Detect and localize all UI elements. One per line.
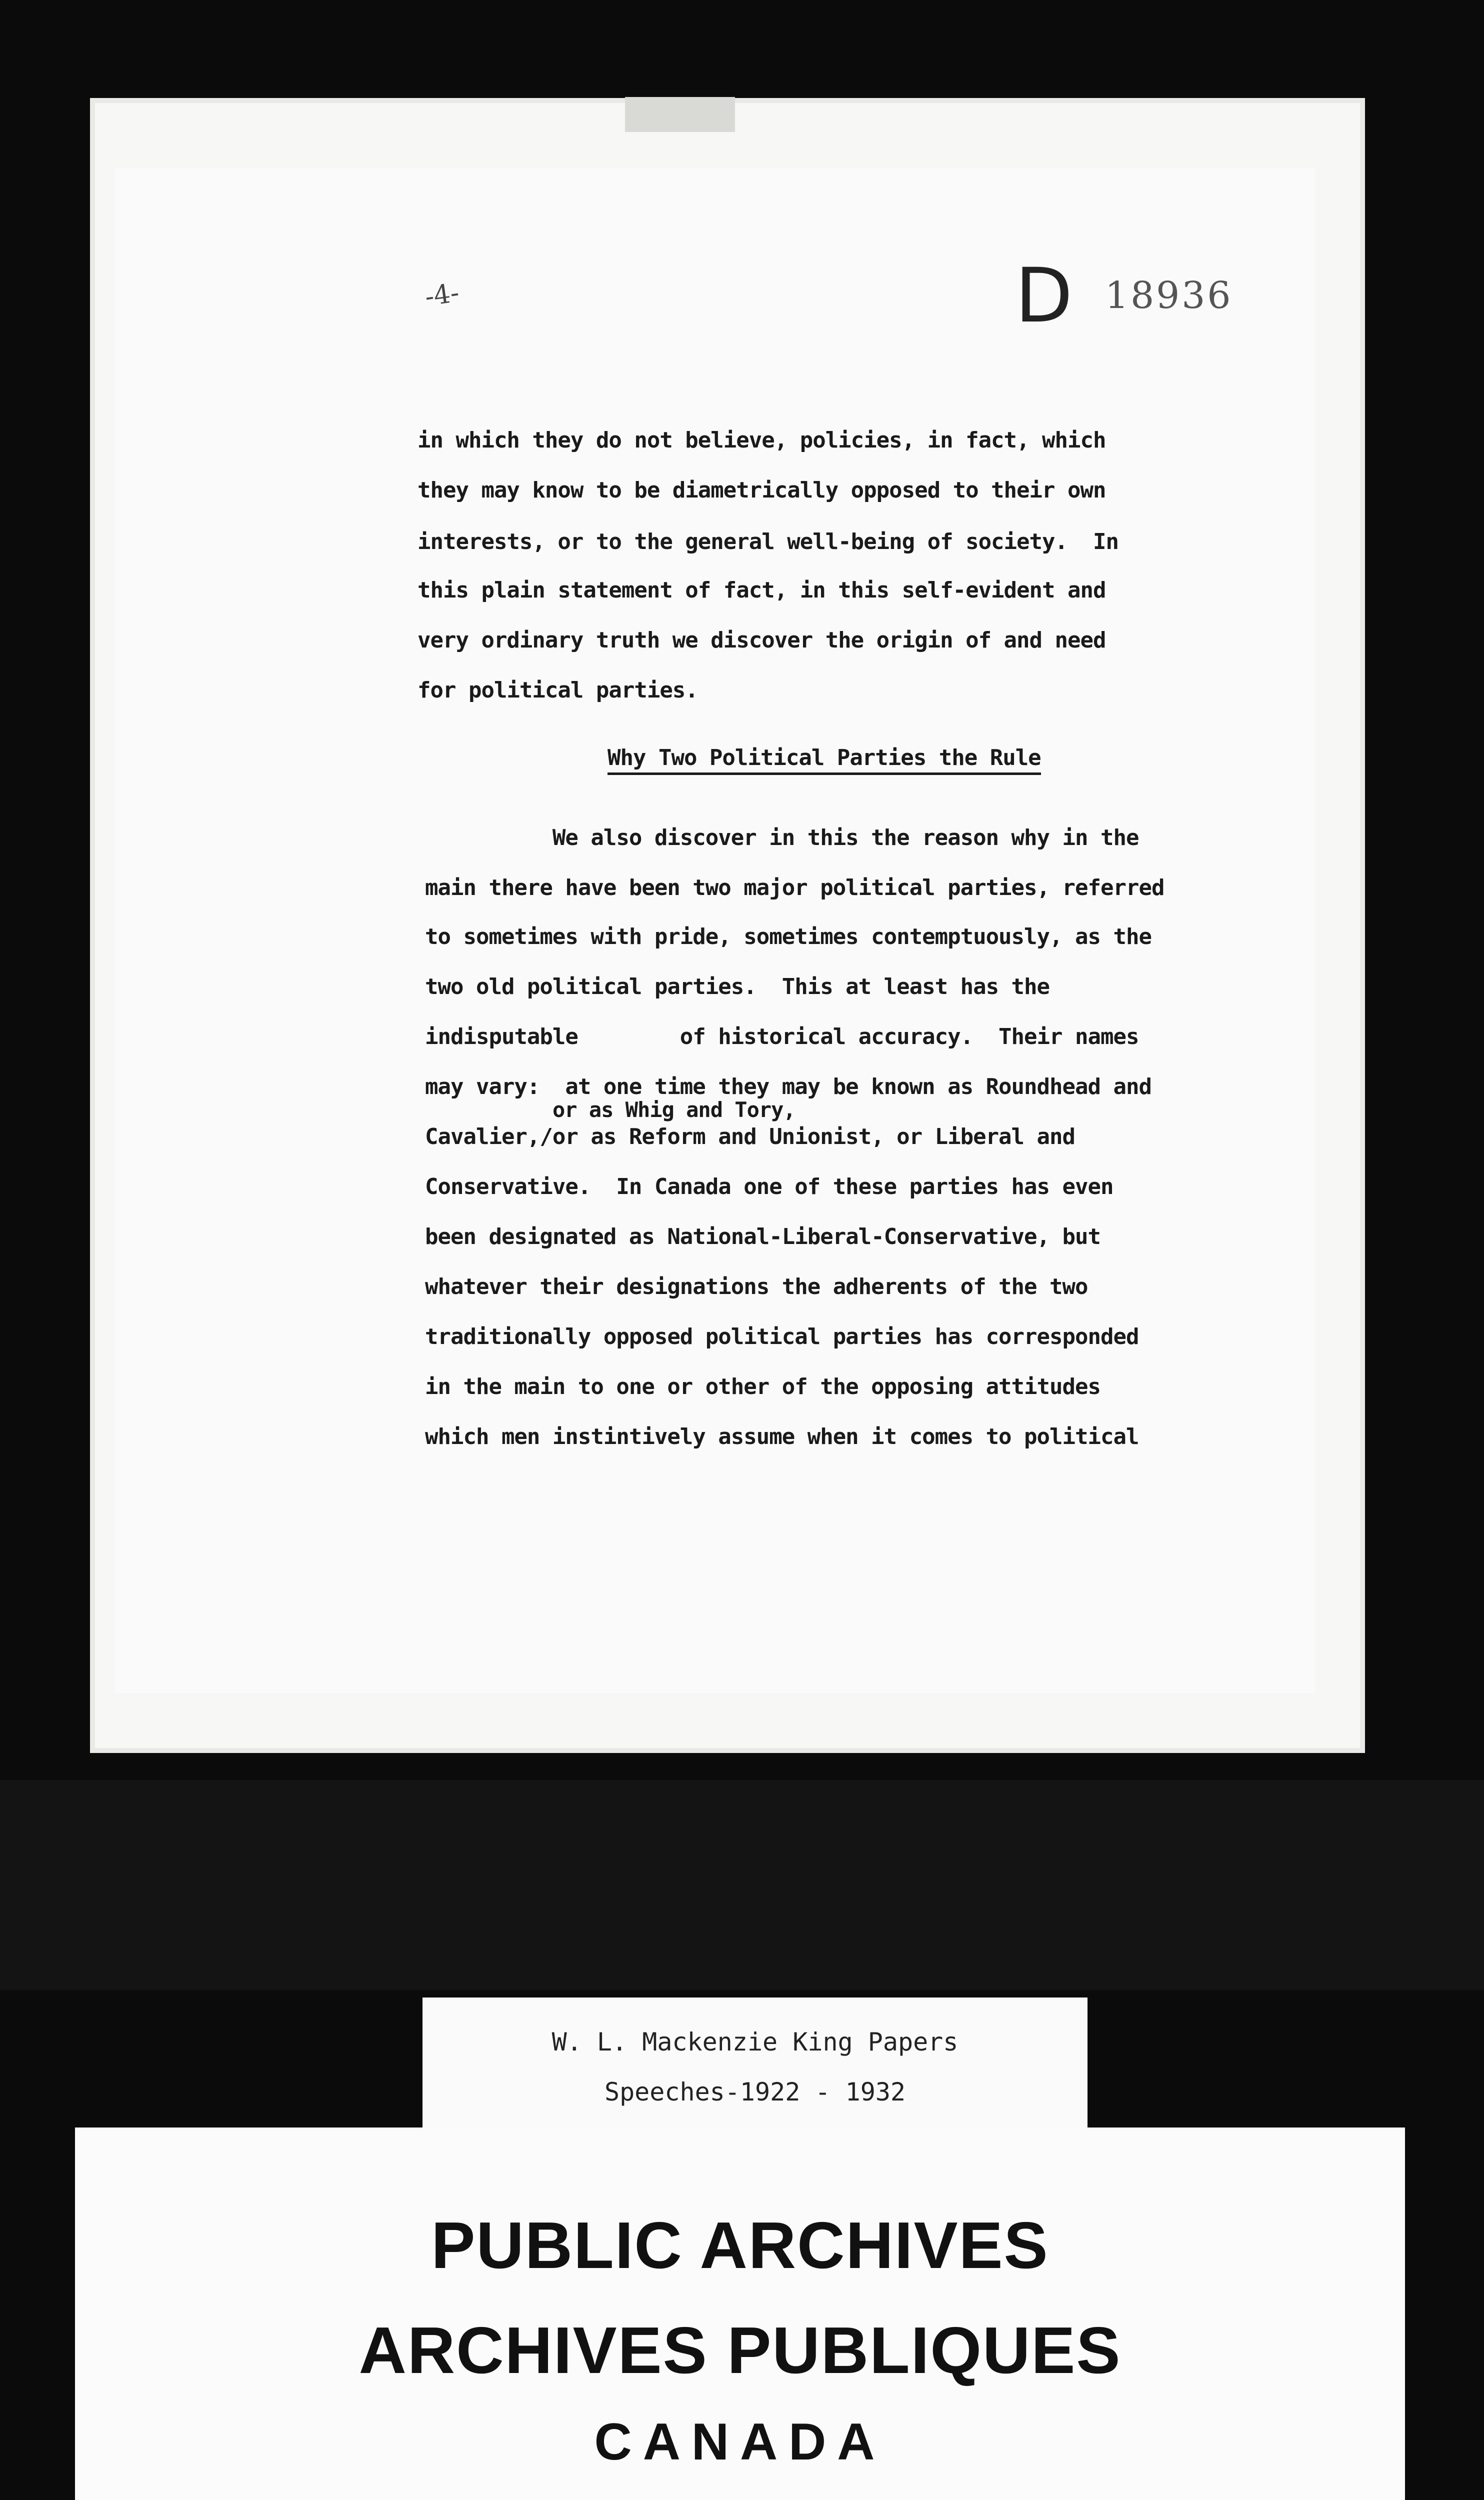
- archive-label: [75, 2128, 1405, 2500]
- section-heading: Why Two Political Parties the Rule: [608, 745, 1041, 775]
- text-line: Cavalier,/or as Reform and Unionist, or Liberal and: [425, 1124, 1076, 1150]
- film-background-band: [0, 1780, 1484, 1990]
- text-line: may vary: at one time they may be known as Roundhead and: [425, 1074, 1152, 1100]
- archive-name-french: ARCHIVES PUBLIQUES: [358, 2314, 1122, 2387]
- archive-country: CANADA: [594, 2413, 886, 2471]
- collection-series: Speeches-1922 - 1932: [604, 2078, 906, 2106]
- page-number-mark: -4-: [423, 278, 462, 312]
- text-line: this plain statement of fact, in this self-evident and: [418, 578, 1106, 603]
- text-line: main there have been two major political parties, referred: [425, 875, 1164, 900]
- text-line: to sometimes with pride, sometimes contemptuously, as the: [425, 924, 1152, 950]
- document-number: 18936: [1105, 274, 1233, 317]
- text-line: in which they do not believe, policies, in fact, which: [418, 428, 1106, 453]
- text-line: been designated as National-Liberal-Conservative, but: [425, 1224, 1100, 1250]
- text-line: interests, or to the general well-being of society. In: [418, 529, 1118, 554]
- text-line: We also discover in this the reason why in the: [425, 825, 1139, 850]
- text-line: two old political parties. This at least has the: [425, 974, 1050, 1000]
- text-line: they may know to be diametrically opposed to their own: [418, 478, 1106, 503]
- text-line: which men instintively assume when it comes to political: [425, 1424, 1139, 1450]
- text-line: whatever their designations the adherents of the two: [425, 1274, 1088, 1300]
- collection-name: W. L. Mackenzie King Papers: [552, 2028, 958, 2056]
- collection-label: [422, 1998, 1088, 2130]
- text-line: very ordinary truth we discover the origin of and need: [418, 628, 1106, 653]
- interlinear-insert: or as Whig and Tory,: [552, 1098, 796, 1122]
- text-line: for political parties.: [418, 678, 698, 703]
- text-line: traditionally opposed political parties has corresponded: [425, 1324, 1139, 1350]
- text-line: in the main to one or other of the opposing attitudes: [425, 1374, 1100, 1400]
- text-line: indisputable of historical accuracy. Their names: [425, 1024, 1139, 1050]
- text-line: Conservative. In Canada one of these parties has even: [425, 1174, 1114, 1200]
- tape-strip-top: [625, 97, 735, 132]
- document-series-letter: D: [1015, 252, 1073, 340]
- archive-name-english: PUBLIC ARCHIVES: [431, 2208, 1049, 2282]
